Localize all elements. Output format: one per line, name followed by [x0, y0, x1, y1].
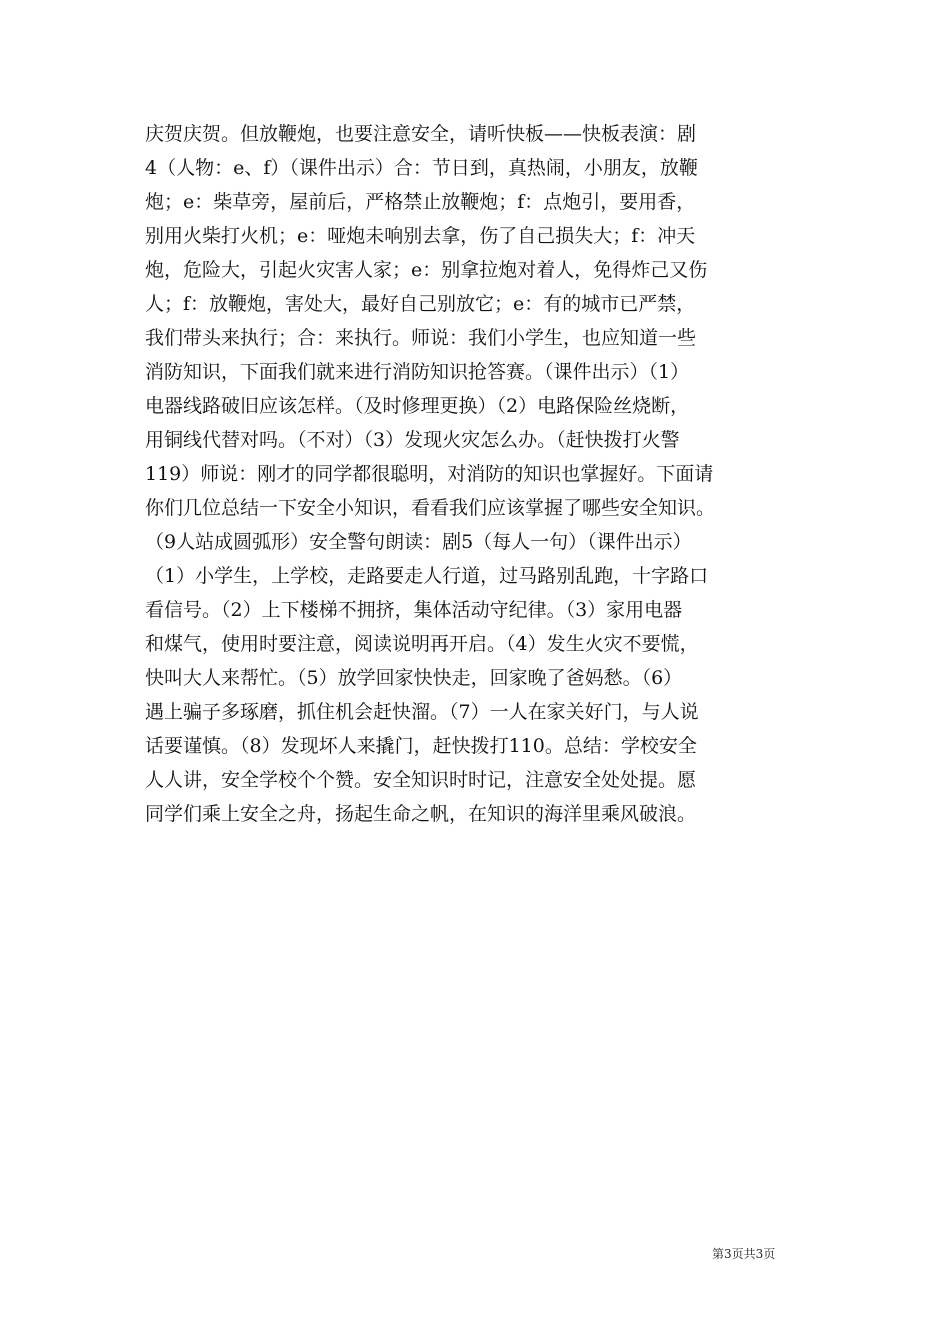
text-line: 和煤气，使用时要注意，阅读说明再开启。（4）发生火灾不要慌，	[145, 633, 699, 655]
text-line: （9人站成圆弧形）安全警句朗读：剧5（每人一句）（课件出示）	[145, 531, 692, 553]
text-line: 119）师说：刚才的同学都很聪明，对消防的知识也掌握好。下面请	[145, 463, 714, 485]
text-line: 用铜线代替对吗。（不对）（3）发现火灾怎么办。（赶快拨打火警	[145, 429, 680, 451]
text-line: （1）小学生，上学校，走路要走人行道，过马路别乱跑，十字路口	[145, 565, 709, 587]
page-number: 第3页共3页	[712, 1247, 776, 1261]
body-text	[145, 117, 825, 831]
text-line: 4（人物：e、f）（课件出示）合：节日到，真热闹，小朋友，放鞭	[145, 157, 698, 179]
text-line: 我们带头来执行；合：来执行。师说：我们小学生，也应知道一些	[145, 327, 697, 349]
text-line: 人；f：放鞭炮，害处大，最好自己别放它；e：有的城市已严禁，	[145, 293, 696, 315]
text-line: 你们几位总结一下安全小知识，看看我们应该掌握了哪些安全知识。	[145, 497, 716, 519]
text-line: 别用火柴打火机；e：哑炮未响别去拿，伤了自己损失大；f：冲天	[145, 225, 696, 247]
text-line: 炮，危险大，引起火灾害人家；e：别拿拉炮对着人，免得炸己又伤	[145, 259, 708, 281]
text-line: 电器线路破旧应该怎样。（及时修理更换）（2）电路保险丝烧断，	[145, 395, 690, 417]
page-footer	[712, 1245, 775, 1262]
text-line: 看信号。（2）上下楼梯不拥挤，集体活动守纪律。（3）家用电器	[145, 599, 683, 621]
text-line: 消防知识，下面我们就来进行消防知识抢答赛。（课件出示）（1）	[145, 361, 690, 383]
text-line: 话要谨慎。（8）发现坏人来撬门，赶快拨打110。总结：学校安全	[145, 735, 697, 757]
text-line: 同学们乘上安全之舟，扬起生命之帆，在知识的海洋里乘风破浪。	[145, 803, 697, 825]
text-line: 庆贺庆贺。但放鞭炮，也要注意安全，请听快板——快板表演：剧	[145, 123, 697, 145]
text-line: 人人讲，安全学校个个赞。安全知识时时记，注意安全处处提。愿	[145, 769, 697, 791]
text-line: 遇上骗子多琢磨，抓住机会赶快溜。（7）一人在家关好门，与人说	[145, 701, 699, 723]
text-line: 炮；e：柴草旁，屋前后，严格禁止放鞭炮；f：点炮引，要用香，	[145, 191, 696, 213]
text-line: 快叫大人来帮忙。（5）放学回家快快走，回家晚了爸妈愁。（6）	[145, 667, 683, 689]
